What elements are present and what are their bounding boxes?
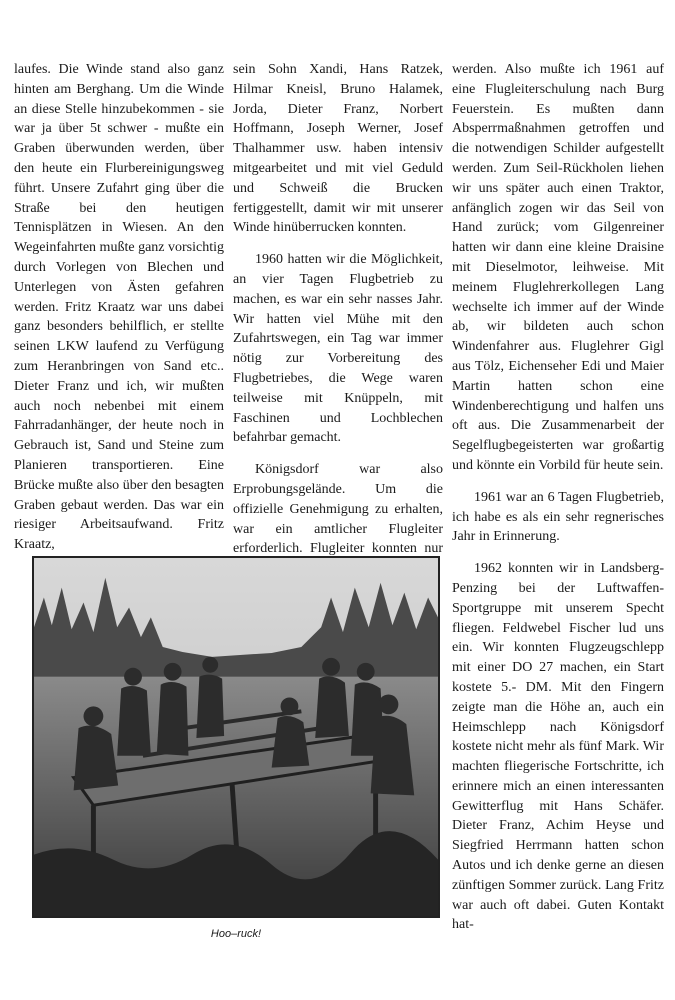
text-column-1 <box>14 60 224 555</box>
photo-men-carrying-bridge <box>32 556 440 918</box>
paragraph: sein Sohn Xandi, Hans Ratzek, Hilmar Kneisl, Bruno Halamek, Jorda, Dieter Franz, Norbert Hoffmann, Joseph Werner, Josef Thalhammer usw. haben intensiv mitgearbeitet und mit viel Geduld und Schweiß die Brucken fertiggestellt, damit wir mit unserer Winde hinüberrucken konnten. <box>233 62 443 236</box>
photo-caption: Hoo–ruck! <box>210 928 262 940</box>
paragraph: Königsdorf war also Erprobungsgelände. Um die offizielle Genehmigung zu erhalten, war ein amtlicher Flugleiter erforderlich. Flugleiter konnten nur <box>233 462 443 557</box>
paragraph: 1962 konnten wir in Landsberg-Penzing bei der Luftwaffen- Sportgruppe mit unserem Specht fliegen. Feldwebel Fischer lud uns ein. Wir konnten Flugzeugschlepp mit einer DO 27 machen, ein Start kostete 5.- DM. Mit den Fingern zeigte man die Höhe an, auch ein Heimschlepp nach Königsdorf kostete nicht mehr als fünf Mark. Wir machten fliegerische Fortschritte, ich erinnere mich an einen interessanten Gewitterflug mit Hans Schäfer. Dieter Franz, Achim Heyse und Siegfried Herrmann hatten schon Autos und ich denke gerne an diesen zünftigen Sommer zurück. Lang Fritz war auch oft dabei. Guten Kontakt hat- <box>452 561 664 933</box>
photo-illustration <box>34 558 438 916</box>
text-column-2 <box>233 60 443 579</box>
paragraph: laufes. Die Winde stand also ganz hinten am Berghang. Um die Winde an diese Stelle hinzubekommen - sie war ja über 5t schwer - mußte ein Graben überwunden werden, über den heute ein Flurbereinigungsweg führt. Unsere Zufahrt ging über die Straße bei den heutigen Tennisplätzen in Wiesen. An den Wegeinfahrten mußte ganz vorsichtig durch Vorlegen von Blechen und Unterlegen von Ästen gefahren werden. Fritz Kraatz war uns dabei ganz besonders behilflich, er stellte seinen LKW laufend zu Verfügung zum Heranbringen von Sand etc.. Dieter Franz und ich, wir mußten auch noch nebenbei mit einem Fahrradanhänger, der heute noch in Gebrauch ist, Sand und Steine zum Planieren transportieren. Eine Brücke mußte also über den besagten Graben gebaut werden. Das war ein riesiger Arbeitsaufwand. Fritz Kraatz, <box>14 62 224 553</box>
text-column-3 <box>452 60 664 935</box>
paragraph: 1961 war an 6 Tagen Flugbetrieb, ich habe es als ein sehr regnerisches Jahr in Erinnerung. <box>452 489 664 545</box>
paragraph: 1960 hatten wir die Möglichkeit, an vier Tagen Flugbetrieb zu machen, es war ein sehr nasses Jahr. Wir hatten viel Mühe mit den Zufahrtswegen, ein Tag war immer nötig zur Vorbereitung des Flugbetriebes, die Wege waren teilweise mit Knüppeln, mit Faschinen und Lochblechen befahrbar gemacht. <box>233 252 443 446</box>
paragraph: werden. Also mußte ich 1961 auf eine Flugleiterschulung nach Burg Feuerstein. Es mußten dann Absperrmaßnahmen getroffen und die notwendigen Schilder aufgestellt werden. Zum Seil-Rückholen liehen wir uns später auch einen Traktor, anfänglich zogen wir das Seil von Hand zurück; vom Gilgenreiner hatten wir dann eine kleine Draisine mit Dieselmotor, leihweise. Mit meinem Fluglehrerkollegen Lang wechselte ich immer auf der Winde ab, wir bildeten auch schon Windenfahrer aus. Fluglehrer Gigl aus Tölz, Eichenseher Edi und Maier Martin hatten schon eine Windenberechtigung und halfen uns oft aus. Die Zusammenarbeit der Segelflugbegeisterten war großartig und könnte ein Vorbild für heute sein. <box>452 62 664 473</box>
